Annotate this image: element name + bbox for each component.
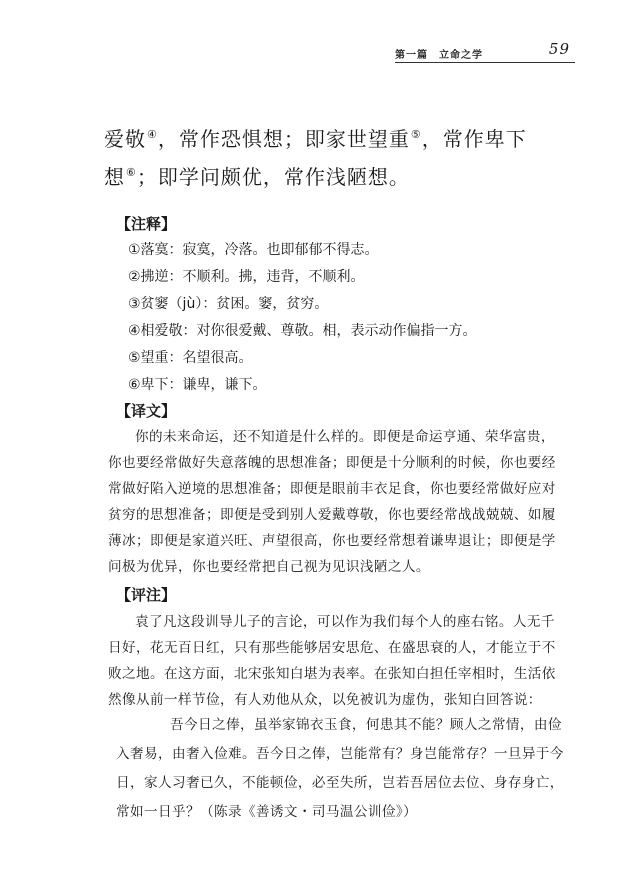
- note-item: ⑥卑下：谦卑，谦下。: [128, 377, 267, 393]
- commentary-text: 袁了凡这段训导儿子的言论，可以作为我们每个人的座右铭。人无千日好，花无百日红，只有那些能够居安思危、在盛思衰的人，才能立于不败之地。在这方面，北宋张知白堪为表率。在张知白担任宰相时，生活依然像从前一样节俭，有人劝他从众，以免被讥为虚伪，张知白回答说：: [108, 614, 556, 708]
- header-section-title: 第一篇 立命之学: [395, 50, 483, 61]
- footnote-marker: ⑥: [126, 166, 137, 179]
- commentary-paragraph: [108, 609, 566, 713]
- verse-part: ，常作卑下想: [104, 127, 527, 189]
- verse-part: ；即学问颇优，常作浅陋想。: [136, 165, 410, 189]
- verse-part: 爱敬: [104, 127, 146, 151]
- page-number: 59: [548, 40, 570, 58]
- translation-text: 你的未来命运，还不知道是什么样的。即便是命运亨通、荣华富贵，你也要经常做好失意落魄的思想准备；即便是十分顺利的时候，你也要经常做好陷入逆境的思想准备；即便是眼前丰衣足食，你也要经常做好应对贫穷的思想准备；即便是受到别人爱戴尊敬，你也要经常战战兢兢、如履薄冰；即便是家道兴旺、声望很高，你也要经常想着谦卑退让；即便是学问极为优异，你也要经常把自己视为见识浅陋之人。: [108, 429, 556, 575]
- quote-text: 吾今日之俸，虽举家锦衣玉食，何患其不能？顾人之常情，由俭入奢易，由奢入俭难。吾今日之俸，岂能常有？身岂能常存？一旦异于今日，家人习奢已久，不能顿俭，必至失所，岂若吾居位去位、身存身亡，常如一日乎？（陈录《善诱文・司马温公训俭》）: [116, 717, 564, 820]
- translation-paragraph: [108, 424, 566, 580]
- footnote-marker: ④: [147, 128, 158, 141]
- note-item: ②拂逆：不顺利。拂，违背，不顺利。: [128, 269, 365, 285]
- translation-heading: 【译文】: [116, 402, 177, 420]
- notes-heading: 【注释】: [116, 215, 177, 233]
- note-item: ④相爱敬：对你很爱戴、尊敬。相，表示动作偏指一方。: [128, 323, 477, 339]
- note-item: ③贫窭（jù）：贫困。窭，贫穷。: [128, 296, 329, 312]
- verse-part: ，常作恐惧想；即家世望重: [157, 127, 410, 151]
- footnote-marker: ⑤: [410, 128, 422, 141]
- note-item: ①落寞：寂寞，冷落。也即郁郁不得志。: [128, 242, 379, 258]
- note-item: ⑤望重：名望很高。: [128, 350, 253, 366]
- quote-block: [116, 711, 566, 827]
- verse-text: [104, 118, 534, 194]
- commentary-heading: 【评注】: [116, 586, 177, 604]
- header-rule: [395, 62, 575, 63]
- running-header: [395, 42, 570, 60]
